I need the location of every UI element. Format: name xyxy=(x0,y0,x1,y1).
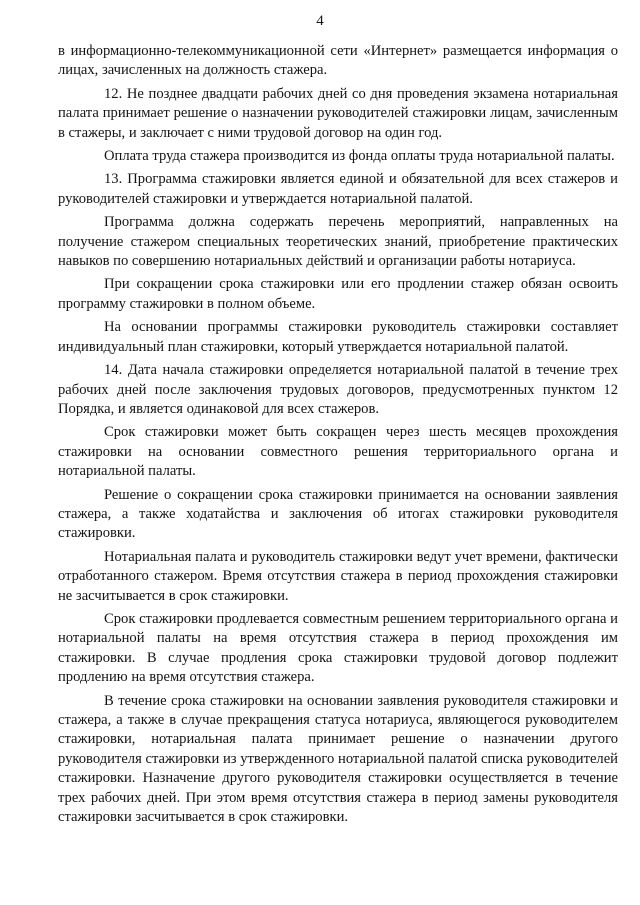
paragraph-term-reduction: Срок стажировки может быть сокращен через шесть месяцев прохождения стажировки на основании совместного решения территориального органа и нотариальной палаты. xyxy=(58,424,618,480)
paragraph-item-12: 12. Не позднее двадцати рабочих дней со дня проведения экзамена нотариальная палата принимает решение о назначении руководителей стажировки лицам, зачисленным в стажеры, и заключает с ними трудовой договор на один год. xyxy=(58,85,618,141)
paragraph-continuation: в информационно-телекоммуникационной сети «Интернет» размещается информация о лицах, зачисленных на должность стажера. xyxy=(58,43,618,79)
paragraph-supervisor-replacement: В течение срока стажировки на основании заявления руководителя стажировки и стажера, а также в случае прекращения статуса нотариуса, являющегося руководителем стажировки, нотариальная палата принимает решение о назначении другого руководителя стажировки из утвержденного нотариальной палатой списка руководителей стажировки. Назначение другого руководителя стажировки осуществляется в течение трех рабочих дней. При этом время отсутствия стажера в период замены руководителя стажировки засчитывается в срок стажировки. xyxy=(58,692,618,826)
paragraph-individual-plan: На основании программы стажировки руководитель стажировки составляет индивидуальный план стажировки, который утверждается нотариальной палатой. xyxy=(58,319,618,355)
paragraph-program-completion: При сокращении срока стажировки или его продлении стажер обязан освоить программу стажировки в полном объеме. xyxy=(58,276,618,312)
paragraph-program-contents: Программа должна содержать перечень мероприятий, направленных на получение стажером специальных теоретических знаний, приобретение практических навыков по совершению нотариальных действий и организации работы нотариуса. xyxy=(58,214,618,270)
paragraph-item-14: 14. Дата начала стажировки определяется нотариальной палатой в течение трех рабочих дней после заключения трудовых договоров, предусмотренных пунктом 12 Порядка, и является одинаковой для всех стажеров. xyxy=(58,362,618,417)
document-body xyxy=(58,42,618,831)
paragraph-time-accounting: Нотариальная палата и руководитель стажировки ведут учет времени, фактически отработанного стажером. Время отсутствия стажера в период прохождения стажировки не засчитывается в срок стажировки. xyxy=(58,548,618,604)
paragraph-reduction-decision: Решение о сокращении срока стажировки принимается на основании заявления стажера, а также ходатайства и заключения об итогах стажировки руководителя стажировки. xyxy=(58,486,618,542)
paragraph-term-extension: Срок стажировки продлевается совместным решением территориального органа и нотариальной палаты на время отсутствия стажера в период прохождения им стажировки. В случае продления срока стажировки трудовой договор подлежит продлению на время отсутствия стажера. xyxy=(58,610,618,686)
page-number: 4 xyxy=(316,13,324,29)
paragraph-item-13: 13. Программа стажировки является единой и обязательной для всех стажеров и руководителей стажировки и утверждается нотариальной палатой. xyxy=(58,171,618,207)
paragraph-payment: Оплата труда стажера производится из фонда оплаты труда нотариальной палаты. xyxy=(104,148,615,165)
